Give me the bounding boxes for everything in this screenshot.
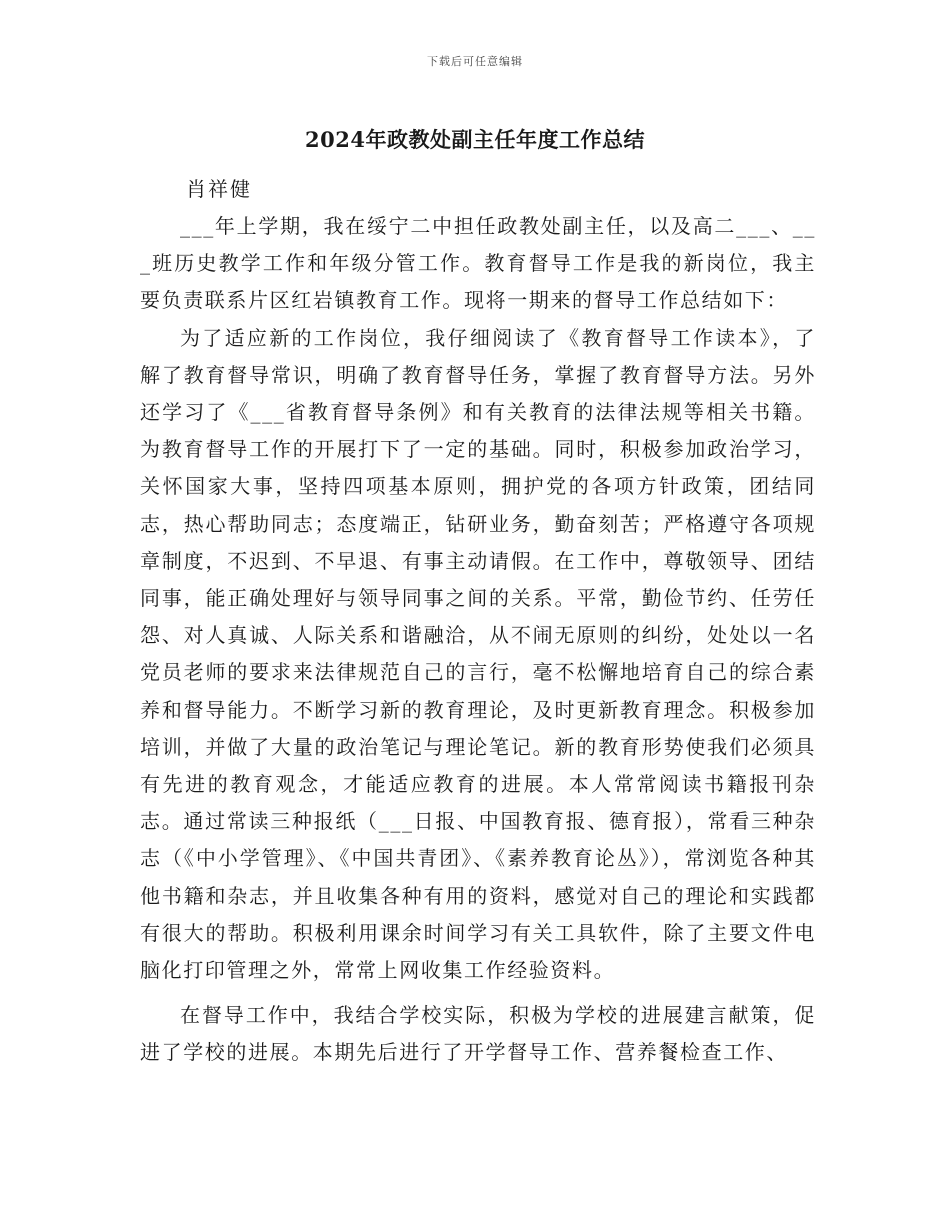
paragraph-3: 在督导工作中，我结合学校实际，积极为学校的进展建言献策，促进了学校的进展。本期先后进行了开学督导工作、营养餐检查工作、	[140, 1003, 816, 1065]
document-body	[140, 208, 816, 1072]
paragraph-2: 为了适应新的工作岗位，我仔细阅读了《教育督导工作读本》，了解了教育督导常识，明确了教育督导任务，掌握了教育督导方法。另外还学习了《___省教育督导条例》和有关教育的法律法规等相关书籍。为教育督导工作的开展打下了一定的基础。同时，积极参加政治学习，关怀国家大事，坚持四项基本原则，拥护党的各项方针政策，团结同志，热心帮助同志；态度端正，钻研业务，勤奋刻苦；严格遵守各项规章制度，不迟到、不早退、有事主动请假。在工作中，尊敬领导、团结同事，能正确处理好与领导同事之间的关系。平常，勤俭节约、任劳任怨、对人真诚、人际关系和谐融洽，从不闹无原则的纠纷，处处以一名党员老师的要求来法律规范自己的言行，毫不松懈地培育自己的综合素养和督导能力。不断学习新的教育理论，及时更新教育理念。积极参加培训，并做了大量的政治笔记与理论笔记。新的教育形势使我们必须具有先进的教育观念，才能适应教育的进展。本人常常阅读书籍报刊杂志。通过常读三种报纸（___日报、中国教育报、德育报），常看三种杂志（《中小学管理》、《中国共青团》、《素养教育论丛》），常浏览各种其他书籍和杂志，并且收集各种有用的资料，感觉对自己的理论和实践都有很大的帮助。积极利用课余时间学习有关工具软件，除了主要文件电脑化打印管理之外，常常上网收集工作经验资料。	[140, 325, 816, 983]
document-title: 2024年政教处副主任年度工作总结	[305, 127, 645, 152]
header-note: 下载后可任意编辑	[427, 55, 523, 68]
author-name: 肖祥健	[186, 177, 252, 201]
paragraph-1: ___年上学期，我在绥宁二中担任政教处副主任，以及高二___、___班历史教学工作和年级分管工作。教育督导工作是我的新岗位，我主要负责联系片区红岩镇教育工作。现将一期来的督导工作总结如下：	[140, 214, 816, 313]
